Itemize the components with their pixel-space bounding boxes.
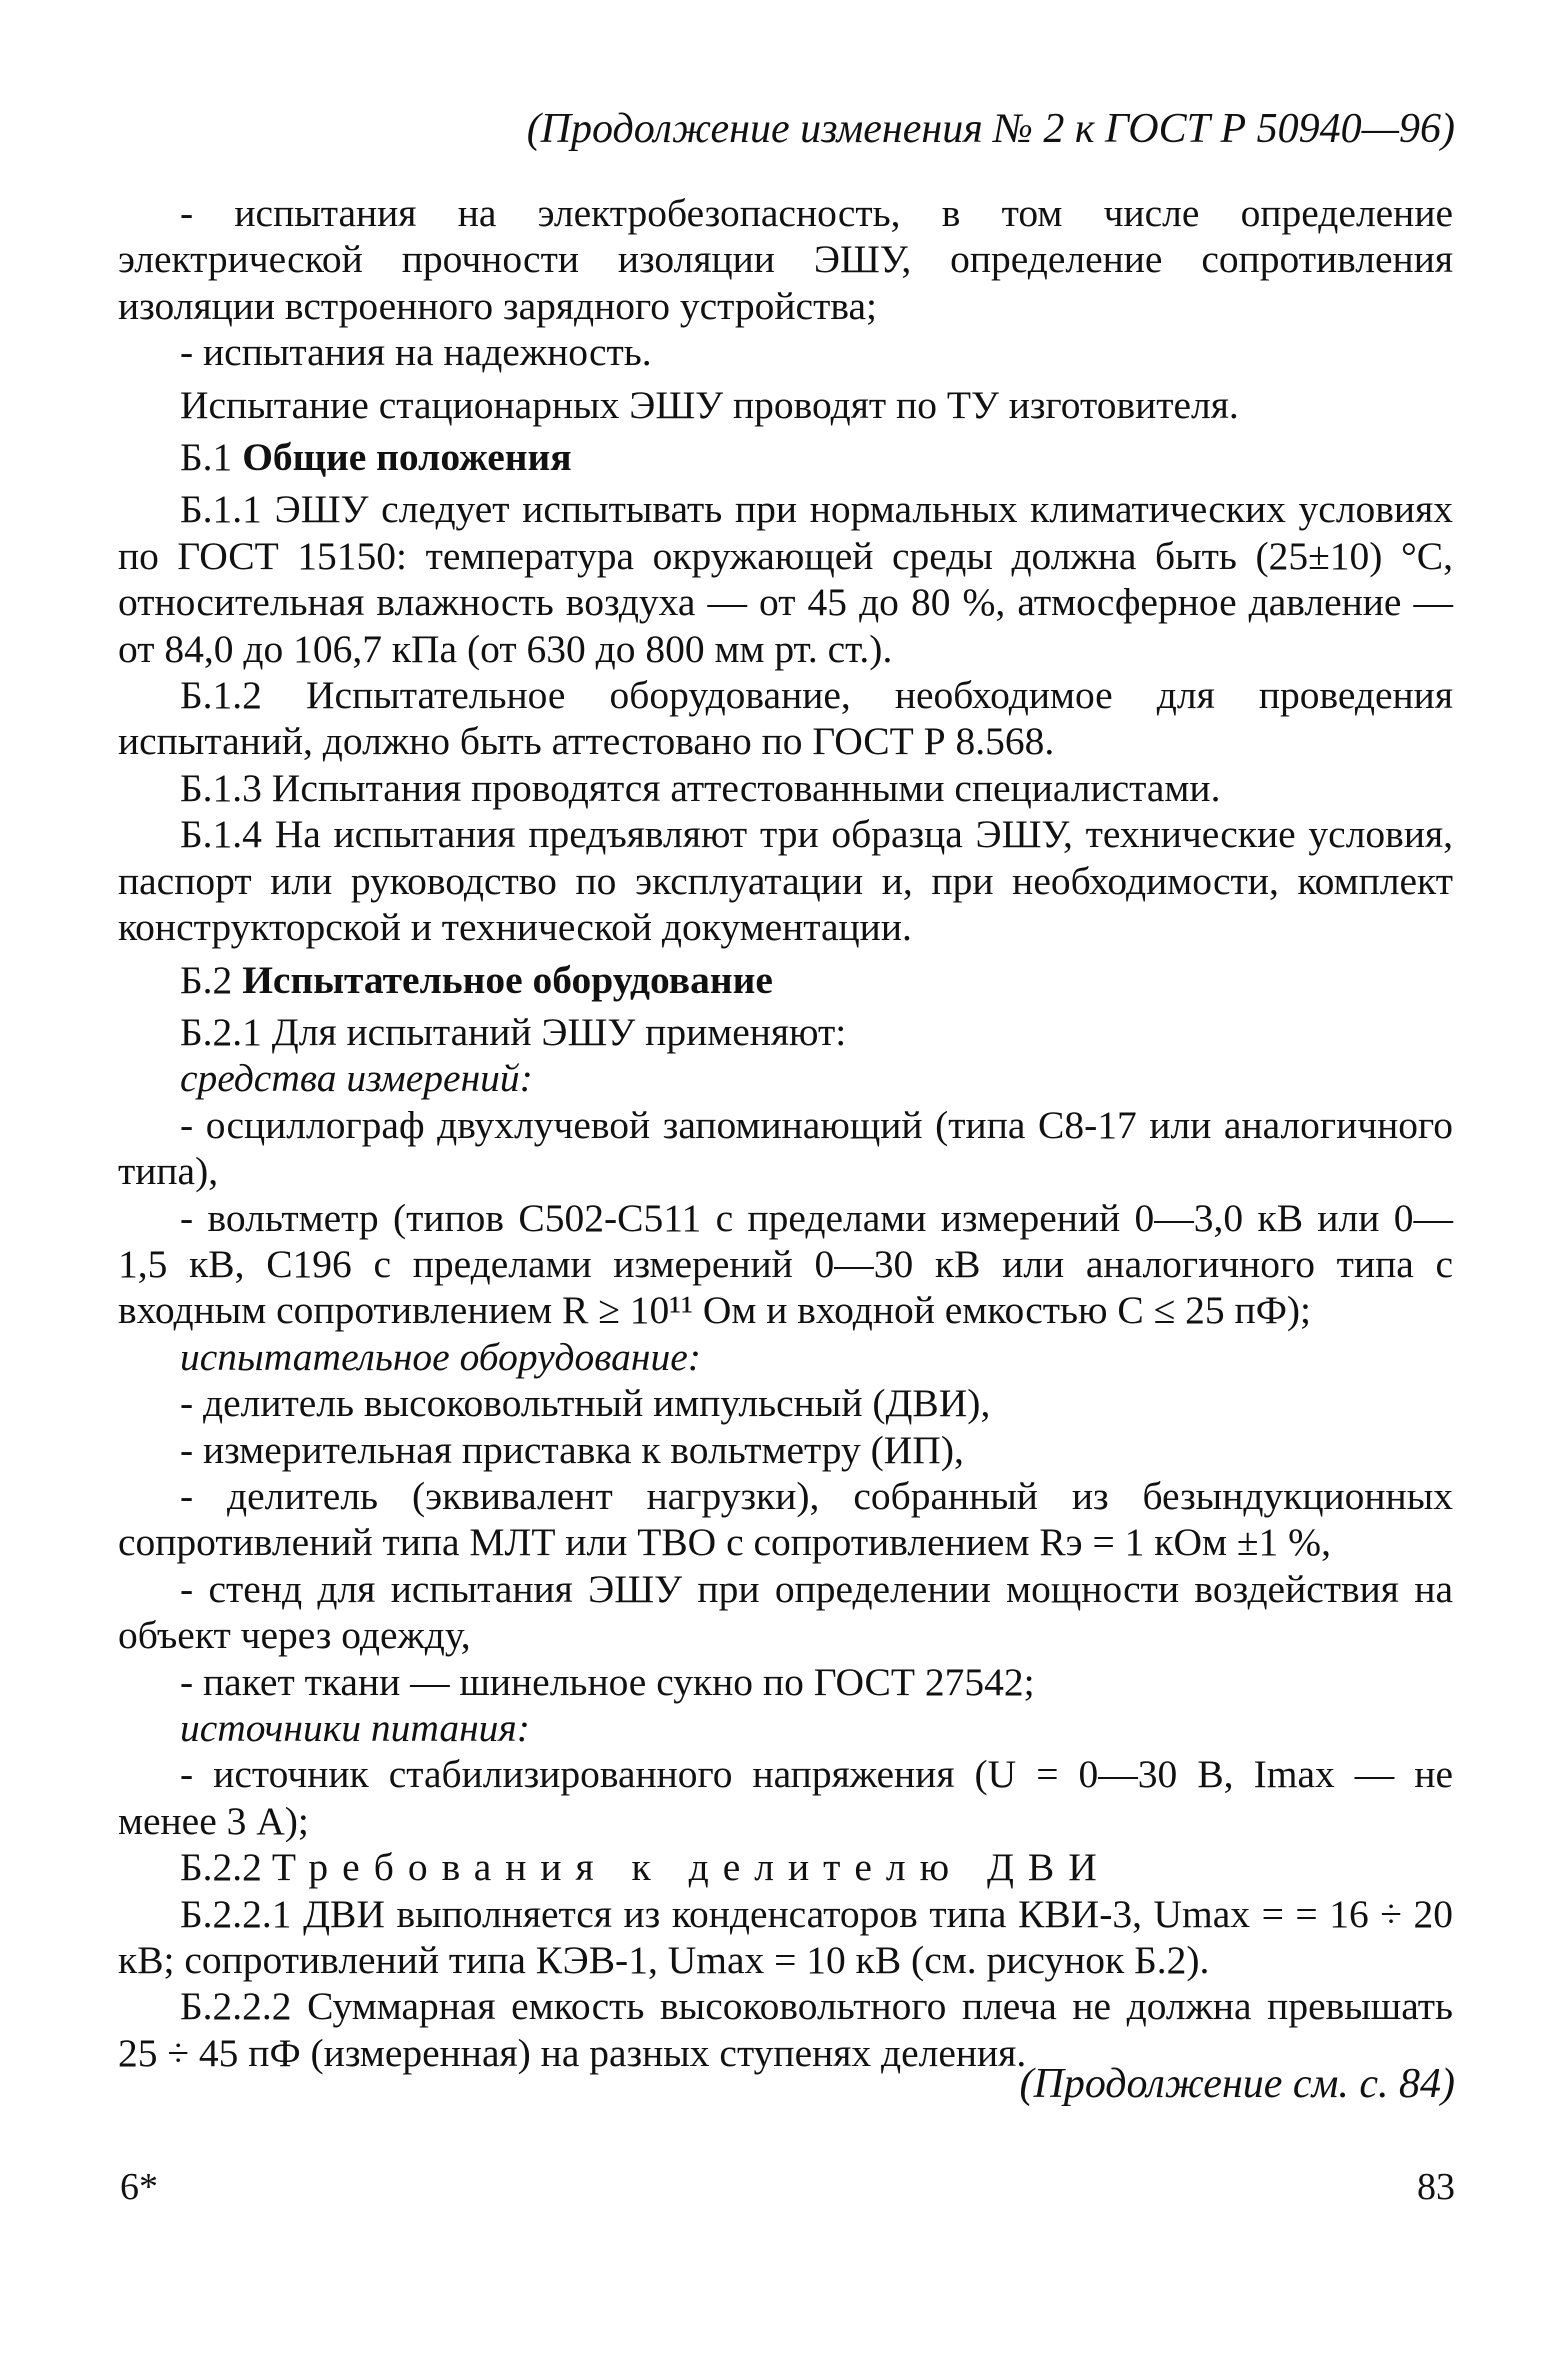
section-number: Б.1: [180, 435, 233, 480]
list-item: - источник стабилизированного напряжения (U = 0—30 В, Imax — не менее 3 А);: [118, 1752, 1453, 1843]
paragraph: Б.1.3 Испытания проводятся аттестованными специалистами.: [180, 765, 1221, 810]
list-item: - пакет ткани — шинельное сукно по ГОСТ 27542;: [180, 1659, 1035, 1704]
list-item: - осциллограф двухлучевой запоминающий (типа С8-17 или аналогичного типа),: [118, 1102, 1453, 1194]
label-test-equipment: испытательное оборудование:: [180, 1334, 701, 1379]
paragraph: - испытания на надежность.: [180, 330, 652, 375]
signature-mark: 6*: [120, 2166, 158, 2208]
list-item: - вольтметр (типов С502-С511 с пределами измерений 0—3,0 кВ или 0—1,5 кВ, С196 с пределами измерений 0—30 кВ или аналогичного типа с входным сопротивлением R ≥ 10¹¹ Ом и входной емкостью С ≤ 25 пФ);: [118, 1195, 1453, 1333]
section-title: Общие положения: [242, 435, 572, 480]
label-power-sources: источники питания:: [180, 1706, 530, 1750]
section-number: Б.2.2: [180, 1845, 262, 1890]
label-measurement-means: средства измерений:: [180, 1056, 533, 1101]
section-heading-b1: [118, 434, 1453, 480]
paragraph: Б.2.2.2 Суммарная емкость высоковольтного плеча не должна превышать 25 ÷ 45 пФ (измеренная) на разных ступенях деления.: [118, 1984, 1453, 2075]
list-item: - делитель высоковольтный импульсный (ДВИ),: [180, 1381, 991, 1426]
document-body: [118, 190, 1453, 2076]
page-header: (Продолжение изменения № 2 к ГОСТ Р 50940—96): [526, 106, 1455, 152]
paragraph: - испытания на электробезопасность, в том числе определение электрической прочности изоляции ЭШУ, определение сопротивления изоляции встроенного зарядного устройства;: [118, 191, 1453, 328]
paragraph: Б.2.2.1 ДВИ выполняется из конденсаторов типа КВИ-3, Umax = = 16 ÷ 20 кВ; сопротивлений типа КЭВ-1, Umax = 10 кВ (см. рисунок Б.2).: [118, 1891, 1453, 1983]
section-heading-b2: [118, 957, 1453, 1003]
list-item: - измерительная приставка к вольтметру (ИП),: [180, 1427, 964, 1472]
section-heading-b22: [118, 1844, 1453, 1890]
paragraph: Б.2.1 Для испытаний ЭШУ применяют:: [180, 1009, 847, 1054]
paragraph: Б.1.2 Испытательное оборудование, необходимое для проведения испытаний, должно быть аттестовано по ГОСТ Р 8.568.: [118, 673, 1453, 764]
section-title: Требования к делителю ДВИ: [271, 1845, 1111, 1890]
continuation-note: (Продолжение см. с. 84): [1019, 2061, 1455, 2107]
list-item: - стенд для испытания ЭШУ при определении мощности воздействия на объект через одежду,: [118, 1566, 1453, 1658]
list-item: - делитель (эквивалент нагрузки), собранный из безындукционных сопротивлений типа МЛТ или ТВО с сопротивлением Rэ = 1 кОм ±1 %,: [118, 1473, 1453, 1565]
section-title: Испытательное оборудование: [242, 957, 773, 1002]
paragraph: Испытание стационарных ЭШУ проводят по ТУ изготовителя.: [180, 382, 1239, 427]
paragraph: Б.1.4 На испытания предъявляют три образца ЭШУ, технические условия, паспорт или руководство по эксплуатации и, при необходимости, комплект конструкторской и технической документации.: [118, 812, 1453, 950]
paragraph: Б.1.1 ЭШУ следует испытывать при нормальных климатических условиях по ГОСТ 15150: температура окружающей среды должна быть (25±10) °С, относительная влажность воздуха — от 45 до 80 %, атмосферное давление — от 84,0 до 106,7 кПа (от 630 до 800 мм рт. ст.).: [118, 487, 1453, 671]
section-number: Б.2: [180, 957, 233, 1002]
page-number: 83: [1417, 2166, 1455, 2208]
